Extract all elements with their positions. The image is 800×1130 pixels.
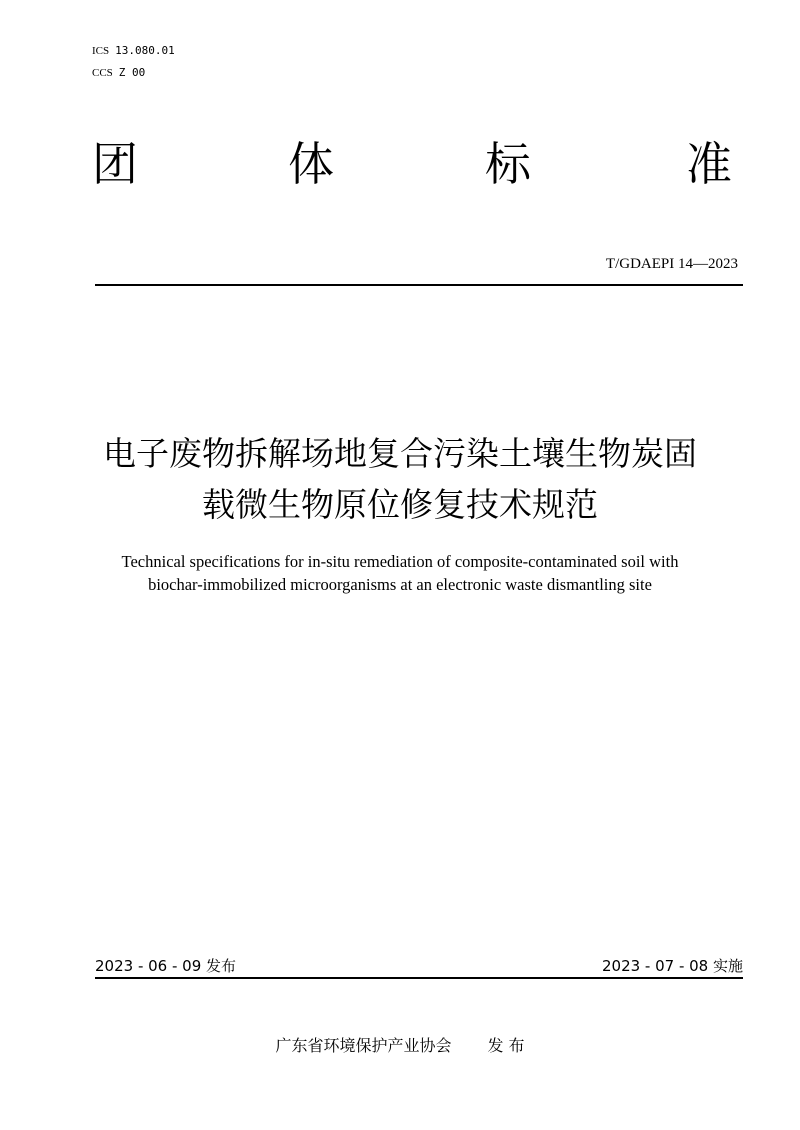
ics-value: 13.080.01 <box>115 44 175 57</box>
standard-type-char-1: 团 <box>92 137 138 191</box>
footer-divider <box>95 977 743 979</box>
standard-number: T/GDAEPI 14—2023 <box>605 256 738 272</box>
implementation-date: 2023 - 07 - 08 实施 <box>601 957 743 975</box>
standard-type-char-2: 体 <box>288 137 334 191</box>
title-en-line-2: biochar-immobilized microorganisms at an electronic waste dismantling site <box>148 575 652 594</box>
issue-date: 2023 - 06 - 09 发布 <box>95 957 237 975</box>
title-zh-line-2: 载微生物原位修复技术规范 <box>202 485 598 524</box>
issuer-action: 发 布 <box>487 1036 525 1055</box>
ccs-code <box>92 62 175 84</box>
ics-label: ICS <box>92 45 110 57</box>
ics-code <box>92 40 175 62</box>
title-zh-line-1: 电子废物拆解场地复合污染土壤生物炭固 <box>103 434 697 473</box>
classification-codes <box>92 40 175 84</box>
standard-type-char-3: 标 <box>485 137 531 191</box>
ccs-label: CCS <box>92 67 113 79</box>
issuer-name: 广东省环境保护产业协会 <box>275 1036 452 1055</box>
title-en-line-1: Technical specifications for in-situ remediation of composite-contaminated soil with <box>121 552 679 571</box>
standard-type-char-4: 准 <box>686 137 732 191</box>
header-divider <box>95 284 743 286</box>
issuer-line <box>0 1033 800 1056</box>
ccs-value: Z 00 <box>118 66 146 79</box>
